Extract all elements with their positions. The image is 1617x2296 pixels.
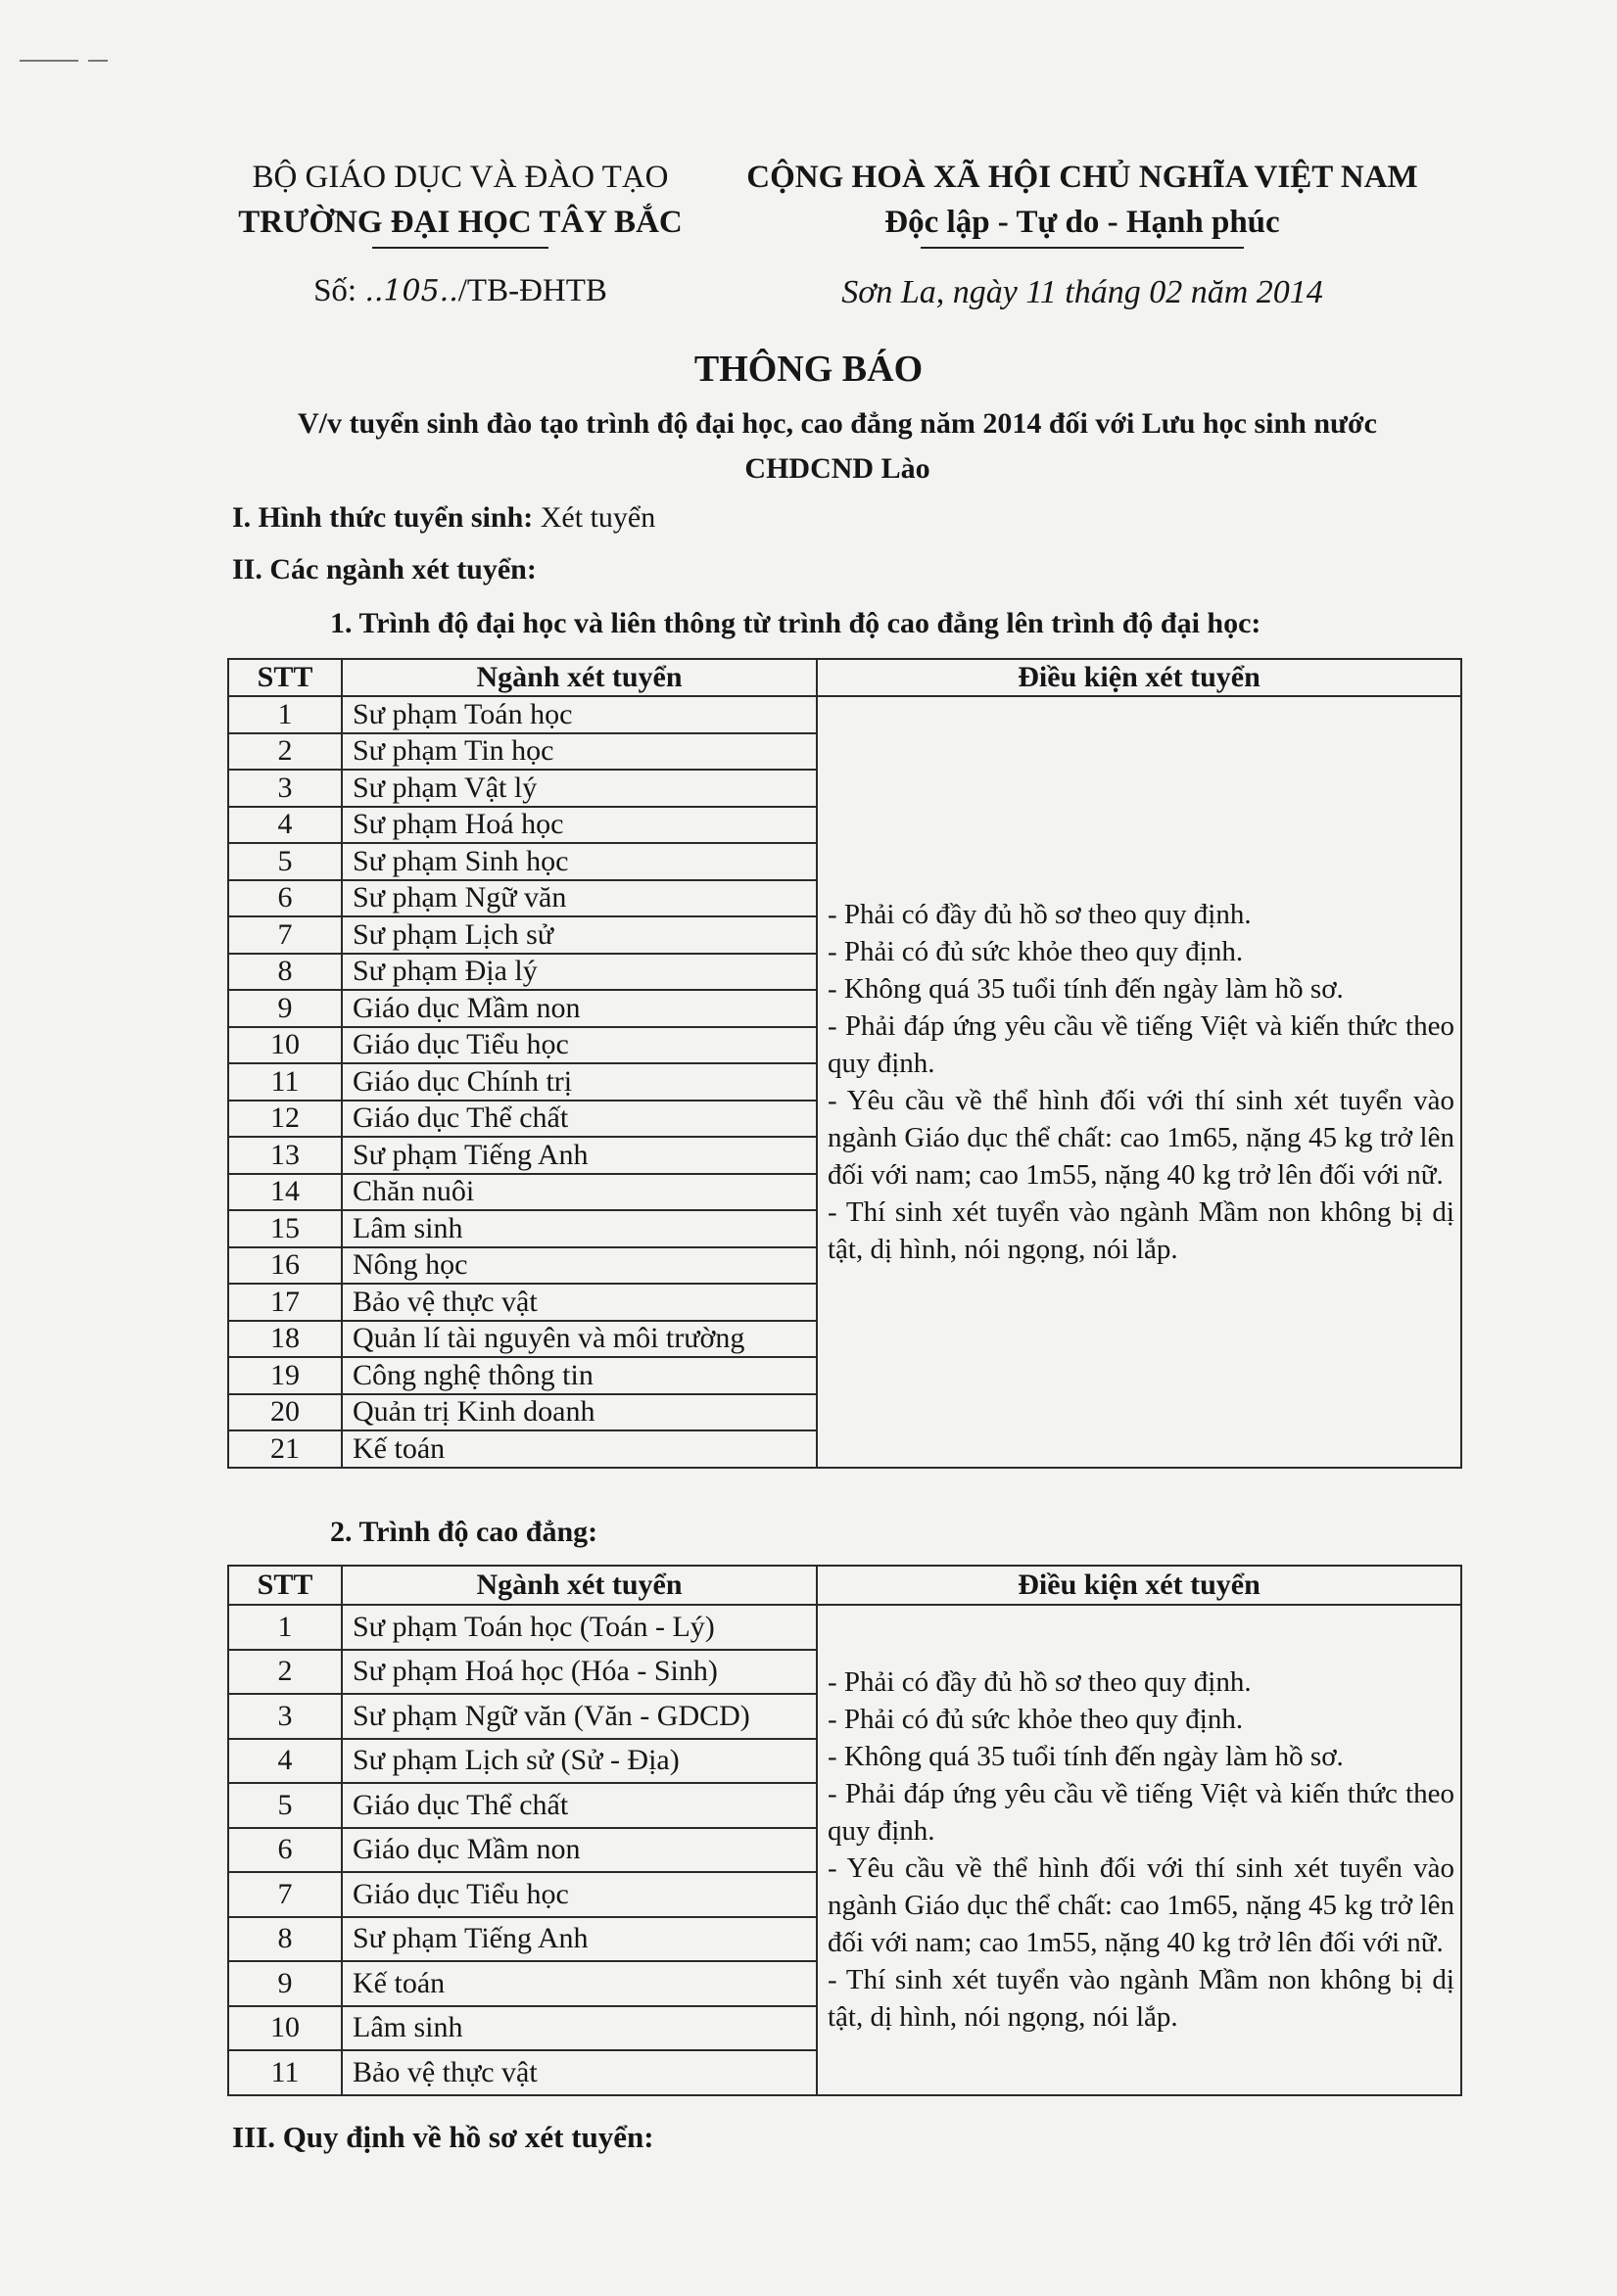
program-name-cell: Lâm sinh [342, 2006, 817, 2051]
condition-item: - Yêu cầu về thể hình đối với thí sinh xét tuyển vào ngành Giáo dục thể chất: cao 1m65, nặng 45 kg trở lên đối với nam; cao 1m55, nặng 40 kg trở lên đối với nữ. [828, 1852, 1454, 1959]
program-name-cell: Chăn nuôi [342, 1174, 817, 1211]
program-name-cell: Sư phạm Lịch sử [342, 916, 817, 954]
condition-item: - Phải đáp ứng yêu cầu về tiếng Việt và kiến thức theo quy định. [828, 1778, 1454, 1848]
stt-cell: 20 [228, 1394, 342, 1431]
so-prefix: Số: [313, 273, 365, 308]
program-name-cell: Giáo dục Chính trị [342, 1063, 817, 1101]
stt-cell: 13 [228, 1137, 342, 1174]
document-subtitle: V/v tuyển sinh đào tạo trình độ đại học, cao đẳng năm 2014 đối với Lưu học sinh nước CHDCND Lào [298, 407, 1377, 485]
col-stt-header: STT [228, 659, 342, 696]
college-programs-table [227, 1565, 1462, 2096]
table-header-row [228, 1566, 1461, 1605]
stt-cell: 10 [228, 2006, 342, 2051]
program-name-cell: Nông học [342, 1247, 817, 1285]
stt-cell: 11 [228, 2050, 342, 2095]
ministry-name: BỘ GIÁO DỤC VÀ ĐÀO TẠO [252, 160, 669, 195]
stt-cell: 9 [228, 990, 342, 1027]
stt-cell: 4 [228, 1739, 342, 1784]
program-name-cell: Quản lí tài nguyên và môi trường [342, 1321, 817, 1358]
condition-item: - Không quá 35 tuổi tính đến ngày làm hồ sơ. [828, 972, 1344, 1005]
program-name-cell: Sư phạm Hoá học (Hóa - Sinh) [342, 1650, 817, 1695]
program-name-cell: Sư phạm Toán học (Toán - Lý) [342, 1605, 817, 1650]
section-3-label: III. Quy định về hồ sơ xét tuyển: [232, 2120, 654, 2154]
stt-cell: 19 [228, 1357, 342, 1394]
conditions-cell [817, 696, 1461, 1468]
table-header-row [228, 659, 1461, 696]
university-programs-table [227, 658, 1462, 1469]
program-name-cell: Sư phạm Lịch sử (Sử - Địa) [342, 1739, 817, 1784]
section-1-value: Xét tuyển [533, 501, 656, 534]
country-name: CỘNG HOÀ XÃ HỘI CHỦ NGHĨA VIỆT NAM [746, 160, 1418, 195]
subsection-2-title: 2. Trình độ cao đẳng: [330, 1516, 598, 1548]
program-name-cell: Sư phạm Toán học [342, 696, 817, 733]
table-row [228, 696, 1461, 733]
program-name-cell: Công nghệ thông tin [342, 1357, 817, 1394]
condition-item: - Phải có đủ sức khỏe theo quy định. [828, 935, 1244, 967]
program-name-cell: Giáo dục Thể chất [342, 1101, 817, 1138]
stt-cell: 1 [228, 1605, 342, 1650]
condition-item: - Thí sinh xét tuyển vào ngành Mầm non không bị dị tật, dị hình, nói ngọng, nói lắp. [828, 1964, 1454, 2034]
program-name-cell: Bảo vệ thực vật [342, 2050, 817, 2095]
motto: Độc lập - Tự do - Hạnh phúc [884, 205, 1280, 240]
program-name-cell: Kế toán [342, 1430, 817, 1468]
condition-item: - Phải có đầy đủ hồ sơ theo quy định. [828, 898, 1252, 930]
stt-cell: 12 [228, 1101, 342, 1138]
so-number: ..105.. [364, 274, 458, 308]
program-name-cell: Sư phạm Ngữ văn [342, 880, 817, 917]
document-number [235, 268, 686, 314]
condition-item: - Không quá 35 tuổi tính đến ngày làm hồ sơ. [828, 1741, 1344, 1773]
header-right [725, 155, 1440, 315]
stt-cell: 7 [228, 916, 342, 954]
program-name-cell: Giáo dục Thể chất [342, 1783, 817, 1828]
col-nganh-header: Ngành xét tuyển [342, 1566, 817, 1605]
program-name-cell: Lâm sinh [342, 1210, 817, 1247]
condition-item: - Yêu cầu về thể hình đối với thí sinh xét tuyển vào ngành Giáo dục thể chất: cao 1m65, nặng 45 kg trở lên đối với nam; cao 1m55, nặng 40 kg trở lên đối với nữ. [828, 1084, 1454, 1191]
col-dieukien-header: Điều kiện xét tuyển [817, 659, 1461, 696]
condition-item: - Phải đáp ứng yêu cầu về tiếng Việt và kiến thức theo quy định. [828, 1009, 1454, 1079]
stt-cell: 15 [228, 1210, 342, 1247]
stt-cell: 10 [228, 1027, 342, 1064]
program-name-cell: Sư phạm Sinh học [342, 843, 817, 880]
subsection-1-title: 1. Trình độ đại học và liên thông từ trình độ cao đẳng lên trình độ đại học: [330, 607, 1261, 639]
document-title: THÔNG BÁO [693, 349, 924, 390]
stt-cell: 4 [228, 807, 342, 844]
conditions-cell [817, 1605, 1461, 2095]
program-name-cell: Bảo vệ thực vật [342, 1284, 817, 1321]
condition-item: - Phải có đầy đủ hồ sơ theo quy định. [828, 1666, 1252, 1699]
program-name-cell: Sư phạm Tin học [342, 733, 817, 771]
stt-cell: 7 [228, 1872, 342, 1917]
program-name-cell: Sư phạm Vật lý [342, 770, 817, 807]
stt-cell: 21 [228, 1430, 342, 1468]
stt-cell: 1 [228, 696, 342, 733]
stt-cell: 16 [228, 1247, 342, 1285]
stt-cell: 6 [228, 1828, 342, 1873]
stt-cell: 3 [228, 1694, 342, 1739]
col-dieukien-header: Điều kiện xét tuyển [817, 1566, 1461, 1605]
scan-mark-icon [20, 59, 108, 63]
stt-cell: 17 [228, 1284, 342, 1321]
program-name-cell: Sư phạm Ngữ văn (Văn - GDCD) [342, 1694, 817, 1739]
stt-cell: 2 [228, 733, 342, 771]
section-2-label: II. Các ngành xét tuyển: [232, 553, 537, 586]
stt-cell: 5 [228, 1783, 342, 1828]
section-1-label: I. Hình thức tuyển sinh: [232, 501, 534, 534]
program-name-cell: Quản trị Kinh doanh [342, 1394, 817, 1431]
stt-cell: 8 [228, 1917, 342, 1962]
stt-cell: 3 [228, 770, 342, 807]
section-1 [232, 501, 655, 535]
motto-underline [921, 247, 1244, 249]
condition-item: - Phải có đủ sức khỏe theo quy định. [828, 1704, 1244, 1736]
program-name-cell: Sư phạm Tiếng Anh [342, 1917, 817, 1962]
program-name-cell: Giáo dục Mầm non [342, 990, 817, 1027]
table-row [228, 1605, 1461, 1650]
stt-cell: 18 [228, 1321, 342, 1358]
so-suffix: /TB-ĐHTB [457, 273, 607, 308]
program-name-cell: Sư phạm Tiếng Anh [342, 1137, 817, 1174]
stt-cell: 6 [228, 880, 342, 917]
stt-cell: 2 [228, 1650, 342, 1695]
stt-cell: 11 [228, 1063, 342, 1101]
program-name-cell: Kế toán [342, 1961, 817, 2006]
university-name: TRƯỜNG ĐẠI HỌC TÂY BẮC [238, 205, 683, 240]
header-left-underline [372, 247, 548, 249]
header-left [235, 155, 686, 314]
program-name-cell: Giáo dục Mầm non [342, 1828, 817, 1873]
condition-item: - Thí sinh xét tuyển vào ngành Mầm non không bị dị tật, dị hình, nói ngọng, nói lắp. [828, 1195, 1454, 1265]
program-name-cell: Giáo dục Tiểu học [342, 1027, 817, 1064]
stt-cell: 8 [228, 954, 342, 991]
document-date: Sơn La, ngày 11 tháng 02 năm 2014 [841, 274, 1323, 310]
program-name-cell: Giáo dục Tiểu học [342, 1872, 817, 1917]
col-stt-header: STT [228, 1566, 342, 1605]
stt-cell: 5 [228, 843, 342, 880]
program-name-cell: Sư phạm Hoá học [342, 807, 817, 844]
stt-cell: 9 [228, 1961, 342, 2006]
stt-cell: 14 [228, 1174, 342, 1211]
program-name-cell: Sư phạm Địa lý [342, 954, 817, 991]
col-nganh-header: Ngành xét tuyển [342, 659, 817, 696]
